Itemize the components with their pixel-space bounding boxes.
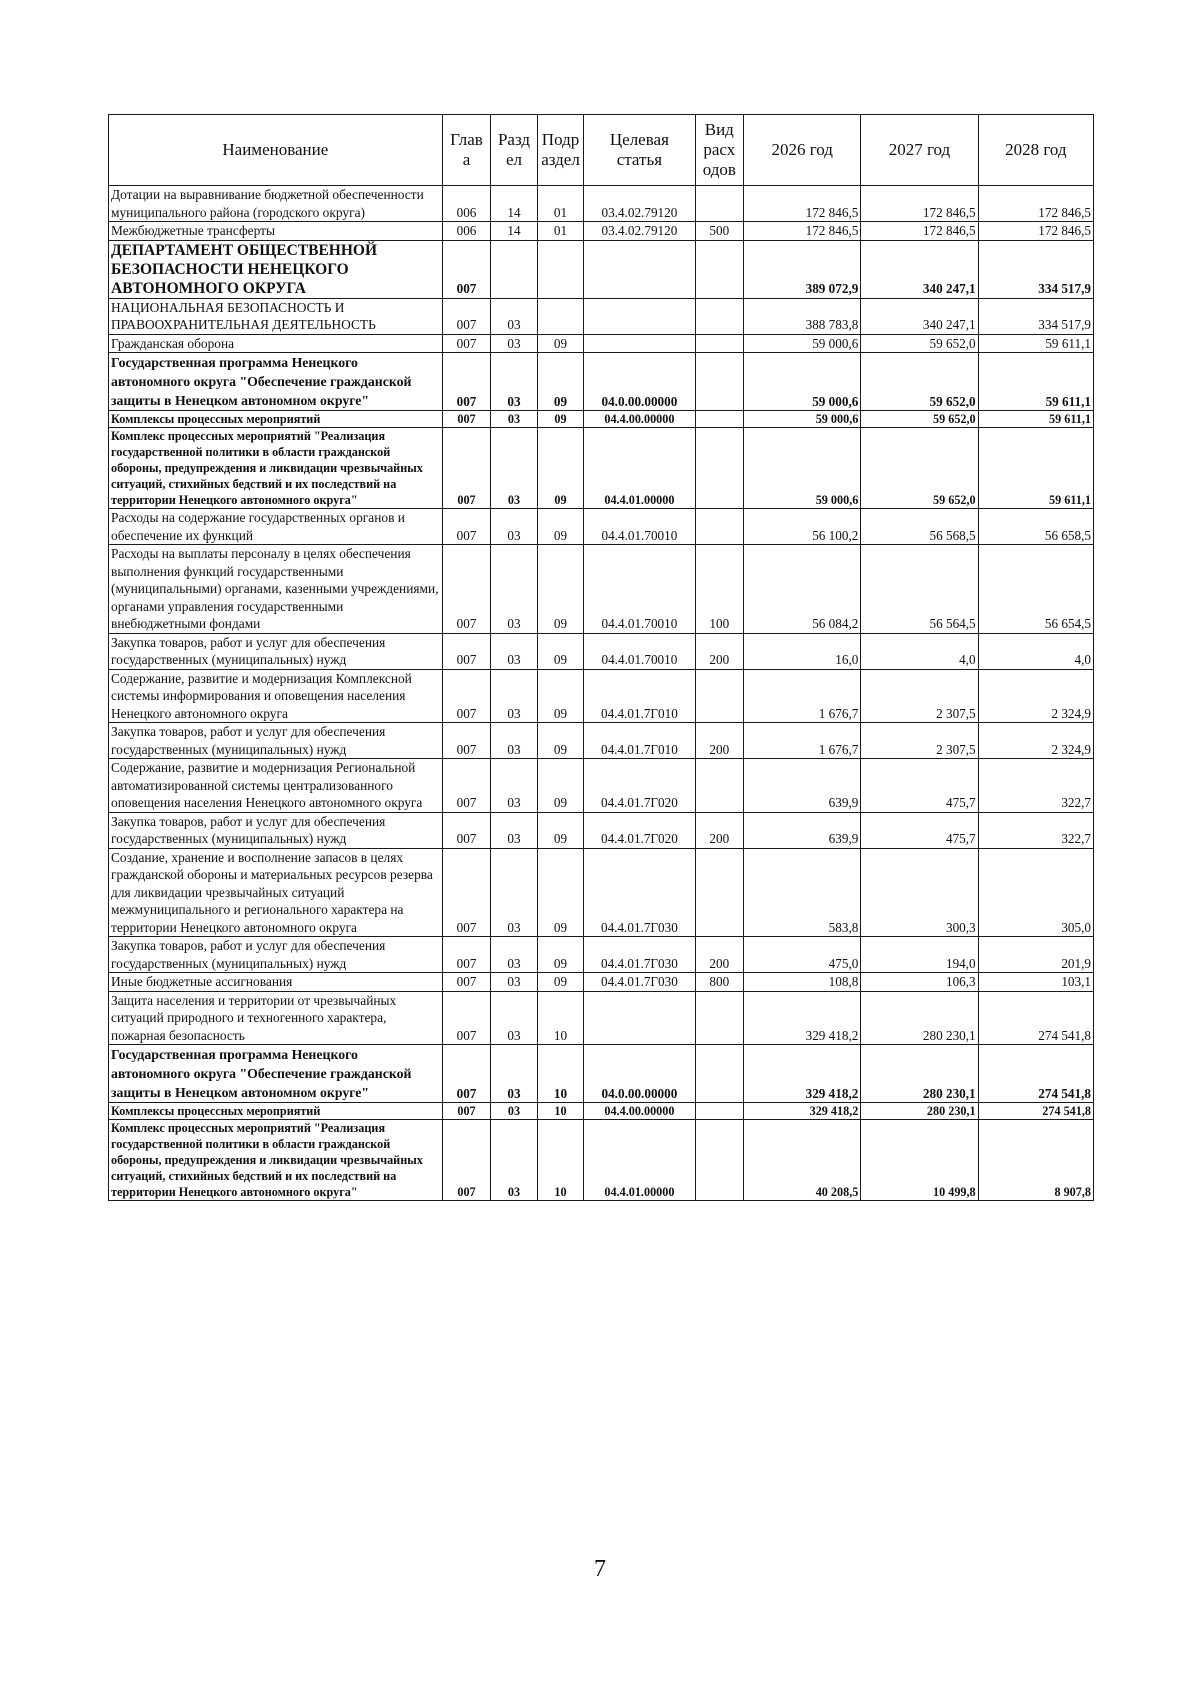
- table-row: [109, 240, 1094, 298]
- row-podrazdel: 09: [537, 669, 584, 723]
- row-target-article: 03.4.02.79120: [584, 222, 695, 241]
- row-target-article: 04.4.01.7Г020: [584, 812, 695, 848]
- row-value-2028: 103,1: [978, 973, 1093, 992]
- row-value-2026: 329 418,2: [744, 1103, 861, 1120]
- row-value-2028: 2 324,9: [978, 669, 1093, 723]
- row-value-2028: 322,7: [978, 812, 1093, 848]
- row-value-2028: 172 846,5: [978, 222, 1093, 241]
- row-target-article: 04.4.01.00000: [584, 1120, 695, 1201]
- row-value-2027: 2 307,5: [861, 723, 978, 759]
- row-podrazdel: 09: [537, 509, 584, 545]
- table-row: [109, 1045, 1094, 1103]
- row-razdel: 03: [491, 1120, 538, 1201]
- row-glava: 007: [442, 812, 491, 848]
- row-podrazdel: 09: [537, 848, 584, 937]
- table-row: [109, 509, 1094, 545]
- row-name: Гражданская оборона: [109, 334, 443, 353]
- table-row: [109, 633, 1094, 669]
- row-podrazdel: 10: [537, 1120, 584, 1201]
- row-glava: 007: [442, 353, 491, 411]
- row-value-2028: 56 654,5: [978, 545, 1093, 634]
- row-name: Иные бюджетные ассигнования: [109, 973, 443, 992]
- row-value-2028: 334 517,9: [978, 240, 1093, 298]
- table-row: [109, 411, 1094, 428]
- row-razdel: 14: [491, 222, 538, 241]
- row-expense-type: [695, 1103, 744, 1120]
- row-value-2027: 4,0: [861, 633, 978, 669]
- row-name: Содержание, развитие и модернизация Региональной автоматизированной системы централизованного оповещения населения Ненецкого автономного округа: [109, 759, 443, 813]
- row-value-2026: 583,8: [744, 848, 861, 937]
- row-name: Межбюджетные трансферты: [109, 222, 443, 241]
- row-value-2026: 1 676,7: [744, 723, 861, 759]
- row-expense-type: [695, 848, 744, 937]
- row-glava: 007: [442, 240, 491, 298]
- row-glava: 007: [442, 937, 491, 973]
- table-row: [109, 669, 1094, 723]
- row-name: Содержание, развитие и модернизация Комплексной системы информирования и оповещения населения Ненецкого автономного округа: [109, 669, 443, 723]
- row-podrazdel: 09: [537, 973, 584, 992]
- row-razdel: 03: [491, 723, 538, 759]
- row-value-2027: 340 247,1: [861, 240, 978, 298]
- row-razdel: 03: [491, 353, 538, 411]
- row-target-article: [584, 298, 695, 334]
- row-glava: 007: [442, 509, 491, 545]
- row-podrazdel: 01: [537, 222, 584, 241]
- row-glava: 007: [442, 411, 491, 428]
- row-target-article: [584, 334, 695, 353]
- row-name: Защита населения и территории от чрезвычайных ситуаций природного и техногенного характера, пожарная безопасность: [109, 991, 443, 1045]
- row-name: НАЦИОНАЛЬНАЯ БЕЗОПАСНОСТЬ И ПРАВООХРАНИТЕЛЬНАЯ ДЕЯТЕЛЬНОСТЬ: [109, 298, 443, 334]
- row-value-2028: 59 611,1: [978, 334, 1093, 353]
- row-name: Комплексы процессных мероприятий: [109, 411, 443, 428]
- header-glava: Глав а: [442, 115, 491, 186]
- table-row: [109, 353, 1094, 411]
- row-podrazdel: 09: [537, 545, 584, 634]
- row-target-article: [584, 991, 695, 1045]
- row-name: Закупка товаров, работ и услуг для обеспечения государственных (муниципальных) нужд: [109, 633, 443, 669]
- row-razdel: [491, 240, 538, 298]
- row-value-2027: 59 652,0: [861, 353, 978, 411]
- row-expense-type: [695, 353, 744, 411]
- header-name: Наименование: [109, 115, 443, 186]
- row-value-2027: 300,3: [861, 848, 978, 937]
- row-podrazdel: 09: [537, 723, 584, 759]
- row-podrazdel: 10: [537, 1045, 584, 1103]
- row-value-2028: 59 611,1: [978, 428, 1093, 509]
- row-name: Комплекс процессных мероприятий "Реализация государственной политики в области гражданской обороны, предупреждения и ликвидации чрезвычайных ситуаций, стихийных бедствий и их последствий на территории Ненецкого автономного округа": [109, 428, 443, 509]
- table-row: [109, 812, 1094, 848]
- row-target-article: 04.4.01.7Г010: [584, 723, 695, 759]
- row-target-article: 04.4.00.00000: [584, 1103, 695, 1120]
- table-row: [109, 937, 1094, 973]
- row-value-2026: 329 418,2: [744, 1045, 861, 1103]
- table-row: [109, 428, 1094, 509]
- row-value-2027: 172 846,5: [861, 186, 978, 222]
- table-row: [109, 759, 1094, 813]
- row-glava: 006: [442, 222, 491, 241]
- row-value-2028: 274 541,8: [978, 991, 1093, 1045]
- row-podrazdel: 09: [537, 353, 584, 411]
- row-glava: 007: [442, 298, 491, 334]
- row-value-2026: 59 000,6: [744, 428, 861, 509]
- row-value-2026: 59 000,6: [744, 411, 861, 428]
- row-value-2028: 59 611,1: [978, 353, 1093, 411]
- row-value-2026: 16,0: [744, 633, 861, 669]
- row-target-article: 04.4.01.70010: [584, 509, 695, 545]
- table-row: [109, 991, 1094, 1045]
- table-row: [109, 298, 1094, 334]
- row-expense-type: 200: [695, 812, 744, 848]
- row-value-2028: 2 324,9: [978, 723, 1093, 759]
- row-name: Закупка товаров, работ и услуг для обеспечения государственных (муниципальных) нужд: [109, 723, 443, 759]
- row-target-article: [584, 240, 695, 298]
- row-name: Расходы на выплаты персоналу в целях обеспечения выполнения функций государственными (муниципальными) органами, казенными учреждениями, органами управления государственными внебюджетными фондами: [109, 545, 443, 634]
- row-glava: 007: [442, 1103, 491, 1120]
- row-value-2028: 322,7: [978, 759, 1093, 813]
- row-podrazdel: 01: [537, 186, 584, 222]
- row-razdel: 03: [491, 669, 538, 723]
- row-target-article: 04.0.00.00000: [584, 353, 695, 411]
- row-target-article: 04.4.01.7Г030: [584, 973, 695, 992]
- row-expense-type: 200: [695, 723, 744, 759]
- row-value-2027: 56 568,5: [861, 509, 978, 545]
- row-value-2027: 56 564,5: [861, 545, 978, 634]
- row-glava: 007: [442, 723, 491, 759]
- budget-table: [108, 114, 1094, 1201]
- row-glava: 007: [442, 973, 491, 992]
- header-year-2027: 2027 год: [861, 115, 978, 186]
- row-value-2027: 59 652,0: [861, 428, 978, 509]
- row-value-2028: 201,9: [978, 937, 1093, 973]
- row-target-article: 04.4.01.7Г020: [584, 759, 695, 813]
- row-target-article: 03.4.02.79120: [584, 186, 695, 222]
- row-value-2027: 280 230,1: [861, 991, 978, 1045]
- row-glava: 007: [442, 334, 491, 353]
- row-expense-type: 500: [695, 222, 744, 241]
- row-podrazdel: 09: [537, 411, 584, 428]
- row-target-article: 04.4.01.7Г010: [584, 669, 695, 723]
- row-value-2028: 305,0: [978, 848, 1093, 937]
- row-glava: 007: [442, 669, 491, 723]
- row-value-2027: 59 652,0: [861, 334, 978, 353]
- row-expense-type: [695, 186, 744, 222]
- row-value-2026: 639,9: [744, 812, 861, 848]
- row-podrazdel: 09: [537, 759, 584, 813]
- row-target-article: 04.4.01.70010: [584, 633, 695, 669]
- row-value-2027: 172 846,5: [861, 222, 978, 241]
- row-expense-type: [695, 1045, 744, 1103]
- row-glava: 007: [442, 1045, 491, 1103]
- row-razdel: 03: [491, 812, 538, 848]
- row-value-2027: 106,3: [861, 973, 978, 992]
- row-value-2026: 1 676,7: [744, 669, 861, 723]
- row-value-2026: 40 208,5: [744, 1120, 861, 1201]
- header-razdel: Разд ел: [491, 115, 538, 186]
- row-name: Расходы на содержание государственных органов и обеспечение их функций: [109, 509, 443, 545]
- row-glava: 007: [442, 991, 491, 1045]
- row-glava: 007: [442, 759, 491, 813]
- row-razdel: 03: [491, 1045, 538, 1103]
- row-glava: 007: [442, 545, 491, 634]
- row-value-2026: 388 783,8: [744, 298, 861, 334]
- row-expense-type: [695, 334, 744, 353]
- row-podrazdel: 09: [537, 428, 584, 509]
- row-target-article: 04.0.00.00000: [584, 1045, 695, 1103]
- row-value-2027: 280 230,1: [861, 1045, 978, 1103]
- row-value-2027: 475,7: [861, 759, 978, 813]
- row-expense-type: [695, 991, 744, 1045]
- row-value-2028: 172 846,5: [978, 186, 1093, 222]
- row-podrazdel: 10: [537, 991, 584, 1045]
- row-razdel: 03: [491, 509, 538, 545]
- row-podrazdel: 09: [537, 633, 584, 669]
- row-value-2028: 56 658,5: [978, 509, 1093, 545]
- row-razdel: 03: [491, 759, 538, 813]
- row-name: ДЕПАРТАМЕНТ ОБЩЕСТВЕННОЙ БЕЗОПАСНОСТИ НЕНЕЦКОГО АВТОНОМНОГО ОКРУГА: [109, 240, 443, 298]
- row-target-article: 04.4.01.7Г030: [584, 848, 695, 937]
- row-name: Государственная программа Ненецкого автономного округа "Обеспечение гражданской защиты в Ненецком автономном округе": [109, 1045, 443, 1103]
- row-name: Комплексы процессных мероприятий: [109, 1103, 443, 1120]
- row-value-2027: 340 247,1: [861, 298, 978, 334]
- row-value-2028: 334 517,9: [978, 298, 1093, 334]
- row-name: Дотации на выравнивание бюджетной обеспеченности муниципального района (городского округа): [109, 186, 443, 222]
- row-razdel: 03: [491, 428, 538, 509]
- row-value-2026: 475,0: [744, 937, 861, 973]
- row-glava: 007: [442, 1120, 491, 1201]
- row-podrazdel: [537, 240, 584, 298]
- row-value-2027: 2 307,5: [861, 669, 978, 723]
- row-expense-type: [695, 509, 744, 545]
- row-expense-type: [695, 298, 744, 334]
- row-value-2027: 194,0: [861, 937, 978, 973]
- row-podrazdel: 09: [537, 937, 584, 973]
- row-expense-type: [695, 428, 744, 509]
- row-razdel: 03: [491, 937, 538, 973]
- row-razdel: 03: [491, 411, 538, 428]
- table-row: [109, 848, 1094, 937]
- row-value-2026: 59 000,6: [744, 334, 861, 353]
- row-razdel: 14: [491, 186, 538, 222]
- row-expense-type: [695, 411, 744, 428]
- row-glava: 007: [442, 848, 491, 937]
- row-expense-type: 800: [695, 973, 744, 992]
- row-value-2026: 329 418,2: [744, 991, 861, 1045]
- row-glava: 006: [442, 186, 491, 222]
- table-row: [109, 545, 1094, 634]
- row-expense-type: [695, 759, 744, 813]
- row-value-2027: 10 499,8: [861, 1120, 978, 1201]
- row-razdel: 03: [491, 1103, 538, 1120]
- header-podrazdel: Подр аздел: [537, 115, 584, 186]
- header-year-2026: 2026 год: [744, 115, 861, 186]
- table-row: [109, 334, 1094, 353]
- table-row: [109, 222, 1094, 241]
- row-razdel: 03: [491, 991, 538, 1045]
- row-value-2028: 274 541,8: [978, 1103, 1093, 1120]
- row-razdel: 03: [491, 298, 538, 334]
- row-value-2026: 108,8: [744, 973, 861, 992]
- row-name: Создание, хранение и восполнение запасов в целях гражданской обороны и материальных ресурсов резерва для ликвидации чрезвычайных ситуаций межмуниципального и регионального характера на территории Ненецкого автономного округа: [109, 848, 443, 937]
- row-razdel: 03: [491, 334, 538, 353]
- row-name: Закупка товаров, работ и услуг для обеспечения государственных (муниципальных) нужд: [109, 812, 443, 848]
- row-name: Комплекс процессных мероприятий "Реализация государственной политики в области гражданской обороны, предупреждения и ликвидации чрезвычайных ситуаций, стихийных бедствий и их последствий на территории Ненецкого автономного округа": [109, 1120, 443, 1201]
- row-target-article: 04.4.01.00000: [584, 428, 695, 509]
- row-target-article: 04.4.00.00000: [584, 411, 695, 428]
- row-value-2027: 280 230,1: [861, 1103, 978, 1120]
- row-glava: 007: [442, 633, 491, 669]
- row-expense-type: [695, 240, 744, 298]
- row-value-2026: 56 100,2: [744, 509, 861, 545]
- row-target-article: 04.4.01.7Г030: [584, 937, 695, 973]
- table-row: [109, 723, 1094, 759]
- table-header-row: [109, 115, 1094, 186]
- row-value-2026: 172 846,5: [744, 222, 861, 241]
- page-number: 7: [594, 1556, 606, 1582]
- table-row: [109, 1103, 1094, 1120]
- row-value-2028: 274 541,8: [978, 1045, 1093, 1103]
- row-razdel: 03: [491, 633, 538, 669]
- row-target-article: 04.4.01.70010: [584, 545, 695, 634]
- table-row: [109, 973, 1094, 992]
- row-podrazdel: 10: [537, 1103, 584, 1120]
- row-value-2028: 4,0: [978, 633, 1093, 669]
- row-value-2028: 8 907,8: [978, 1120, 1093, 1201]
- table-row: [109, 1120, 1094, 1201]
- header-year-2028: 2028 год: [978, 115, 1093, 186]
- row-razdel: 03: [491, 848, 538, 937]
- row-value-2026: 56 084,2: [744, 545, 861, 634]
- row-value-2027: 59 652,0: [861, 411, 978, 428]
- header-expense-type: Вид расх одов: [695, 115, 744, 186]
- row-value-2028: 59 611,1: [978, 411, 1093, 428]
- row-value-2026: 639,9: [744, 759, 861, 813]
- table-row: [109, 186, 1094, 222]
- row-name: Закупка товаров, работ и услуг для обеспечения государственных (муниципальных) нужд: [109, 937, 443, 973]
- row-expense-type: 100: [695, 545, 744, 634]
- row-expense-type: 200: [695, 633, 744, 669]
- row-podrazdel: 09: [537, 334, 584, 353]
- row-razdel: 03: [491, 545, 538, 634]
- row-value-2026: 389 072,9: [744, 240, 861, 298]
- row-value-2027: 475,7: [861, 812, 978, 848]
- row-podrazdel: 09: [537, 812, 584, 848]
- row-value-2026: 172 846,5: [744, 186, 861, 222]
- row-glava: 007: [442, 428, 491, 509]
- row-expense-type: [695, 1120, 744, 1201]
- row-expense-type: [695, 669, 744, 723]
- row-podrazdel: [537, 298, 584, 334]
- row-name: Государственная программа Ненецкого автономного округа "Обеспечение гражданской защиты в Ненецком автономном округе": [109, 353, 443, 411]
- row-razdel: 03: [491, 973, 538, 992]
- row-value-2026: 59 000,6: [744, 353, 861, 411]
- header-target-article: Целевая статья: [584, 115, 695, 186]
- row-expense-type: 200: [695, 937, 744, 973]
